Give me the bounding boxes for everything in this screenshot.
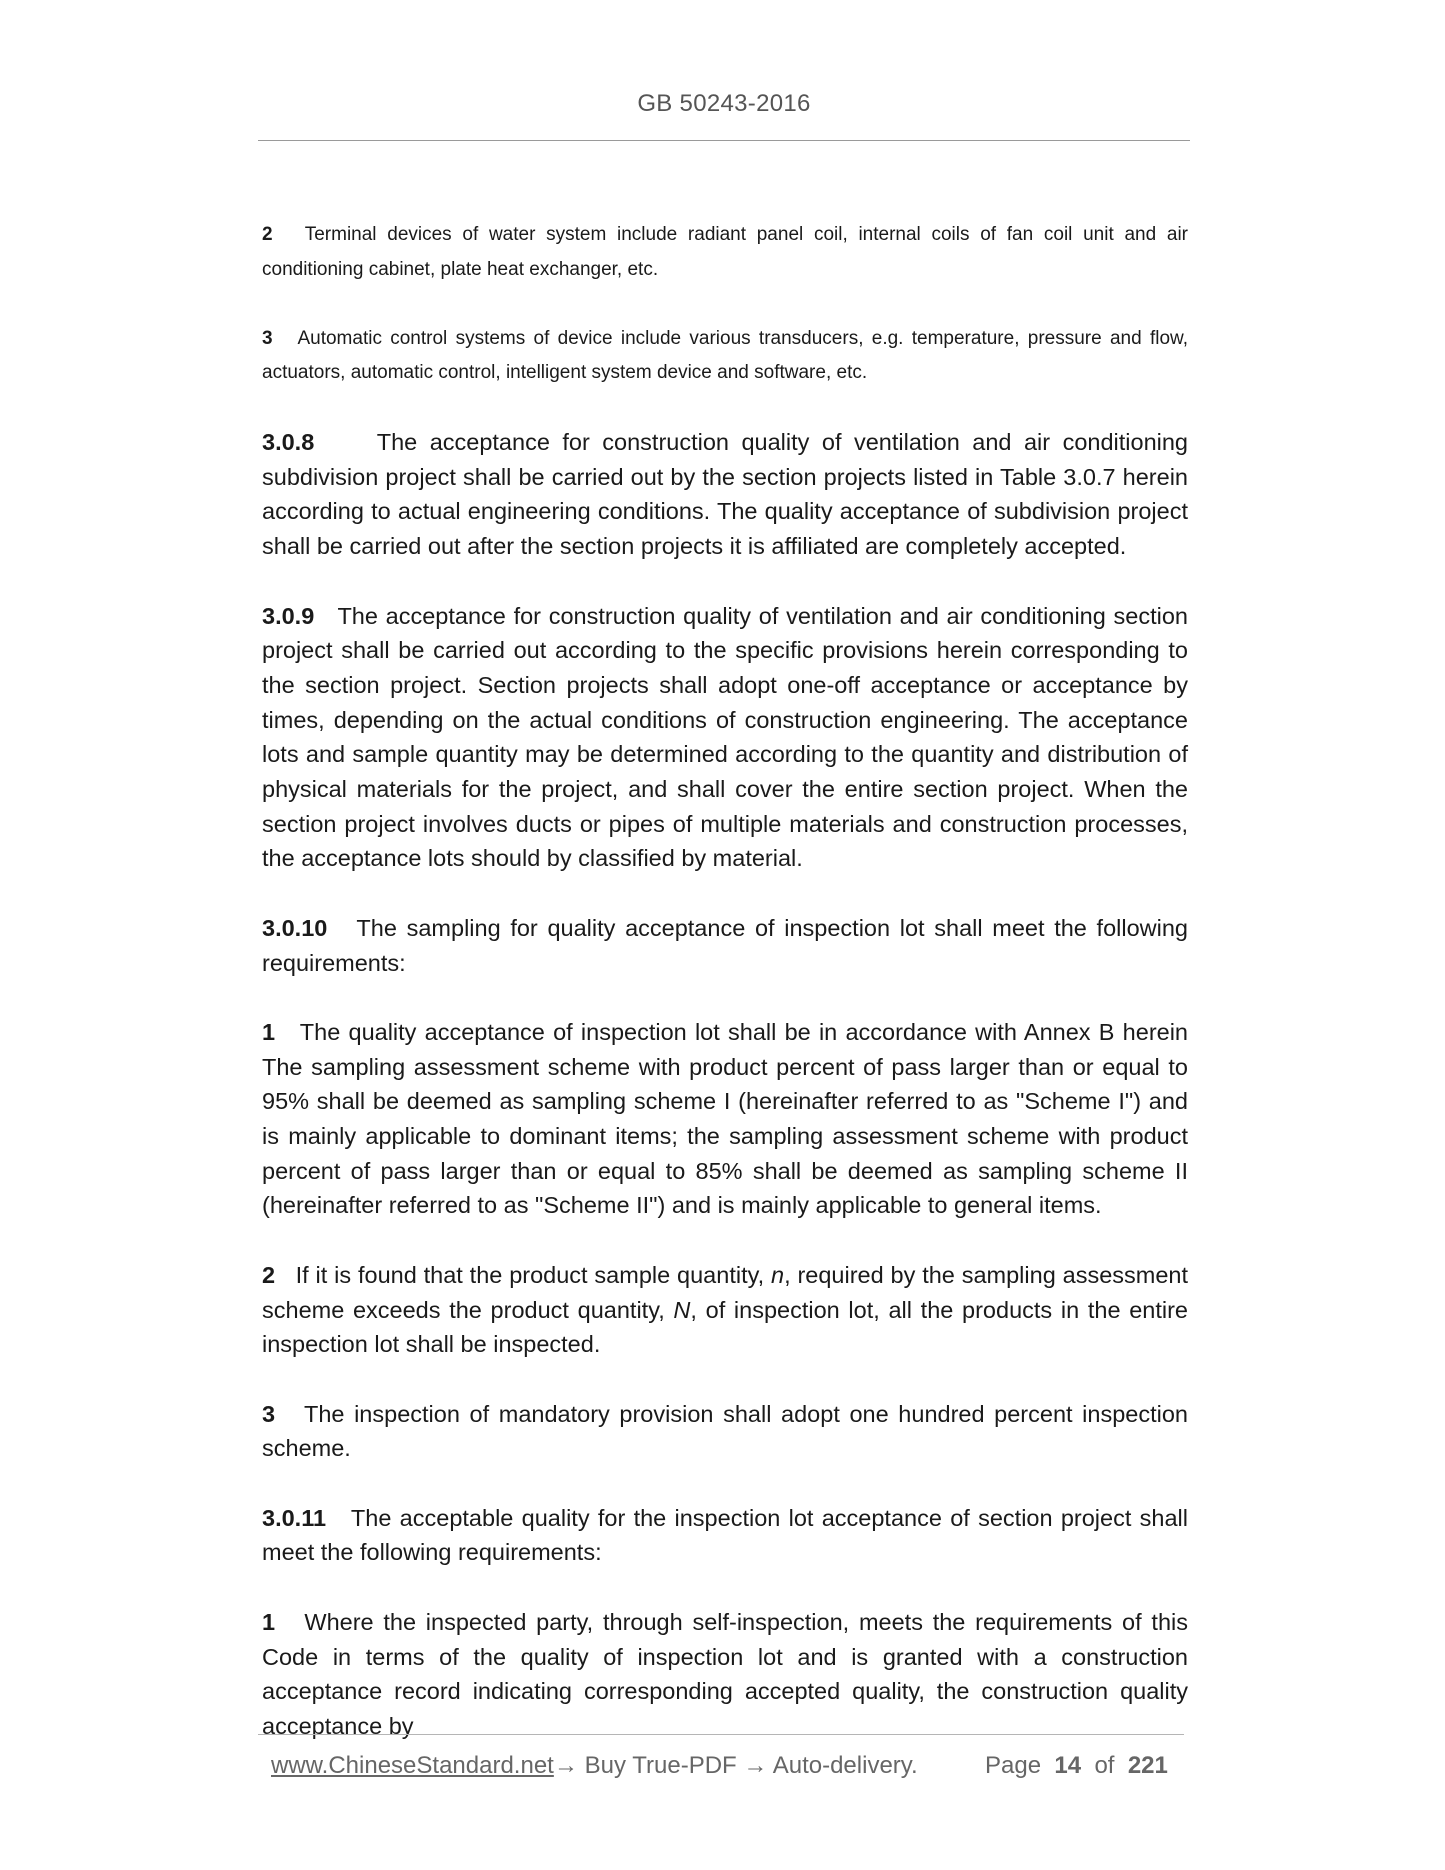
clause-text: The sampling for quality acceptance of inspection lot shall meet the following requirements:	[262, 914, 1188, 976]
item-text-part-c: , of inspection lot, all the products in the entire inspection lot shall be inspected.	[262, 1296, 1188, 1358]
page-indicator	[985, 1752, 1168, 1780]
item-number: 1	[262, 1608, 276, 1635]
document-body	[262, 218, 1188, 1778]
clause-3-0-10-item-3	[262, 1397, 1188, 1466]
header-divider	[258, 140, 1190, 141]
clause-3-0-11-item-1	[262, 1605, 1188, 1744]
footer-divider	[258, 1734, 1184, 1735]
footer-purchase-text: → Buy True-PDF → Auto-delivery.	[554, 1752, 918, 1779]
item-text-part-b: , required by the sampling assessment scheme exceeds the product quantity,	[262, 1261, 1189, 1323]
page-of-label: of	[1094, 1752, 1115, 1779]
paragraph-number: 3	[262, 327, 273, 349]
clause-number: 3.0.9	[262, 602, 315, 629]
paragraph-number: 2	[262, 224, 273, 245]
clause-3-0-10-item-2	[262, 1258, 1188, 1362]
page-label: Page	[985, 1752, 1042, 1779]
paragraph-text: Automatic control systems of device include various transducers, e.g. temperature, pressure and flow, actuators, automatic control, intelligent system device and software, etc.	[262, 327, 1188, 383]
clause-3-0-10	[262, 911, 1188, 980]
paragraph-item-3	[262, 322, 1188, 391]
clause-3-0-9	[262, 599, 1188, 877]
clause-number: 3.0.10	[262, 914, 328, 941]
clause-3-0-11	[262, 1501, 1188, 1570]
item-text: The quality acceptance of inspection lot shall be in accordance with Annex B herein The sampling assessment scheme with product percent of pass larger than or equal to 95% shall be deemed as sampling scheme I (hereinafter referred to as "Scheme I") and is mainly applicable to dominant items; the sampling assessment scheme with product percent of pass larger than or equal to 85% shall be deemed as sampling scheme II (hereinafter referred to as "Scheme II") and is mainly applicable to general items.	[262, 1018, 1188, 1219]
paragraph-text: Terminal devices of water system include radiant panel coil, internal coils of fan coil unit and air conditioning cabinet, plate heat exchanger, etc.	[262, 224, 1188, 280]
clause-text: The acceptable quality for the inspection lot acceptance of section project shall meet the following requirements:	[262, 1504, 1188, 1566]
page-footer	[258, 1752, 1190, 1788]
item-number: 2	[262, 1261, 276, 1288]
item-number: 1	[262, 1018, 276, 1045]
chinesestandard-link[interactable]: www.ChineseStandard.net	[271, 1752, 554, 1779]
current-page-number: 14	[1054, 1752, 1082, 1779]
total-page-count: 221	[1127, 1752, 1168, 1779]
item-number: 3	[262, 1400, 276, 1427]
item-text-part-a: If it is found that the product sample quantity,	[295, 1261, 771, 1288]
clause-3-0-10-item-1	[262, 1015, 1188, 1223]
clause-number: 3.0.11	[262, 1504, 327, 1531]
variable-N: N	[673, 1296, 691, 1323]
clause-text: The acceptance for construction quality of ventilation and air conditioning subdivision project shall be carried out by the section projects listed in Table 3.0.7 herein according to actual engineering conditions. The quality acceptance of subdivision project shall be carried out after the section projects it is affiliated are completely accepted.	[262, 429, 1188, 560]
clause-3-0-8	[262, 425, 1188, 564]
variable-n: n	[771, 1261, 785, 1288]
item-text: Where the inspected party, through self-inspection, meets the requirements of this Code in terms of the quality of inspection lot and is granted with a construction acceptance record indicating corresponding accepted quality, the construction quality acceptance by	[262, 1608, 1188, 1739]
document-header-title: GB 50243-2016	[637, 90, 811, 117]
paragraph-item-2	[262, 218, 1188, 287]
item-text: The inspection of mandatory provision shall adopt one hundred percent inspection scheme.	[262, 1400, 1188, 1462]
clause-text: The acceptance for construction quality of ventilation and air conditioning section project shall be carried out according to the specific provisions herein corresponding to the section project. Section projects shall adopt one-off acceptance or acceptance by times, depending on the actual conditions of construction engineering. The acceptance lots and sample quantity may be determined according to the quantity and distribution of physical materials for the project, and shall cover the entire section project. When the section project involves ducts or pipes of multiple materials and construction processes, the acceptance lots should by classified by material.	[262, 602, 1188, 872]
clause-number: 3.0.8	[262, 429, 315, 455]
